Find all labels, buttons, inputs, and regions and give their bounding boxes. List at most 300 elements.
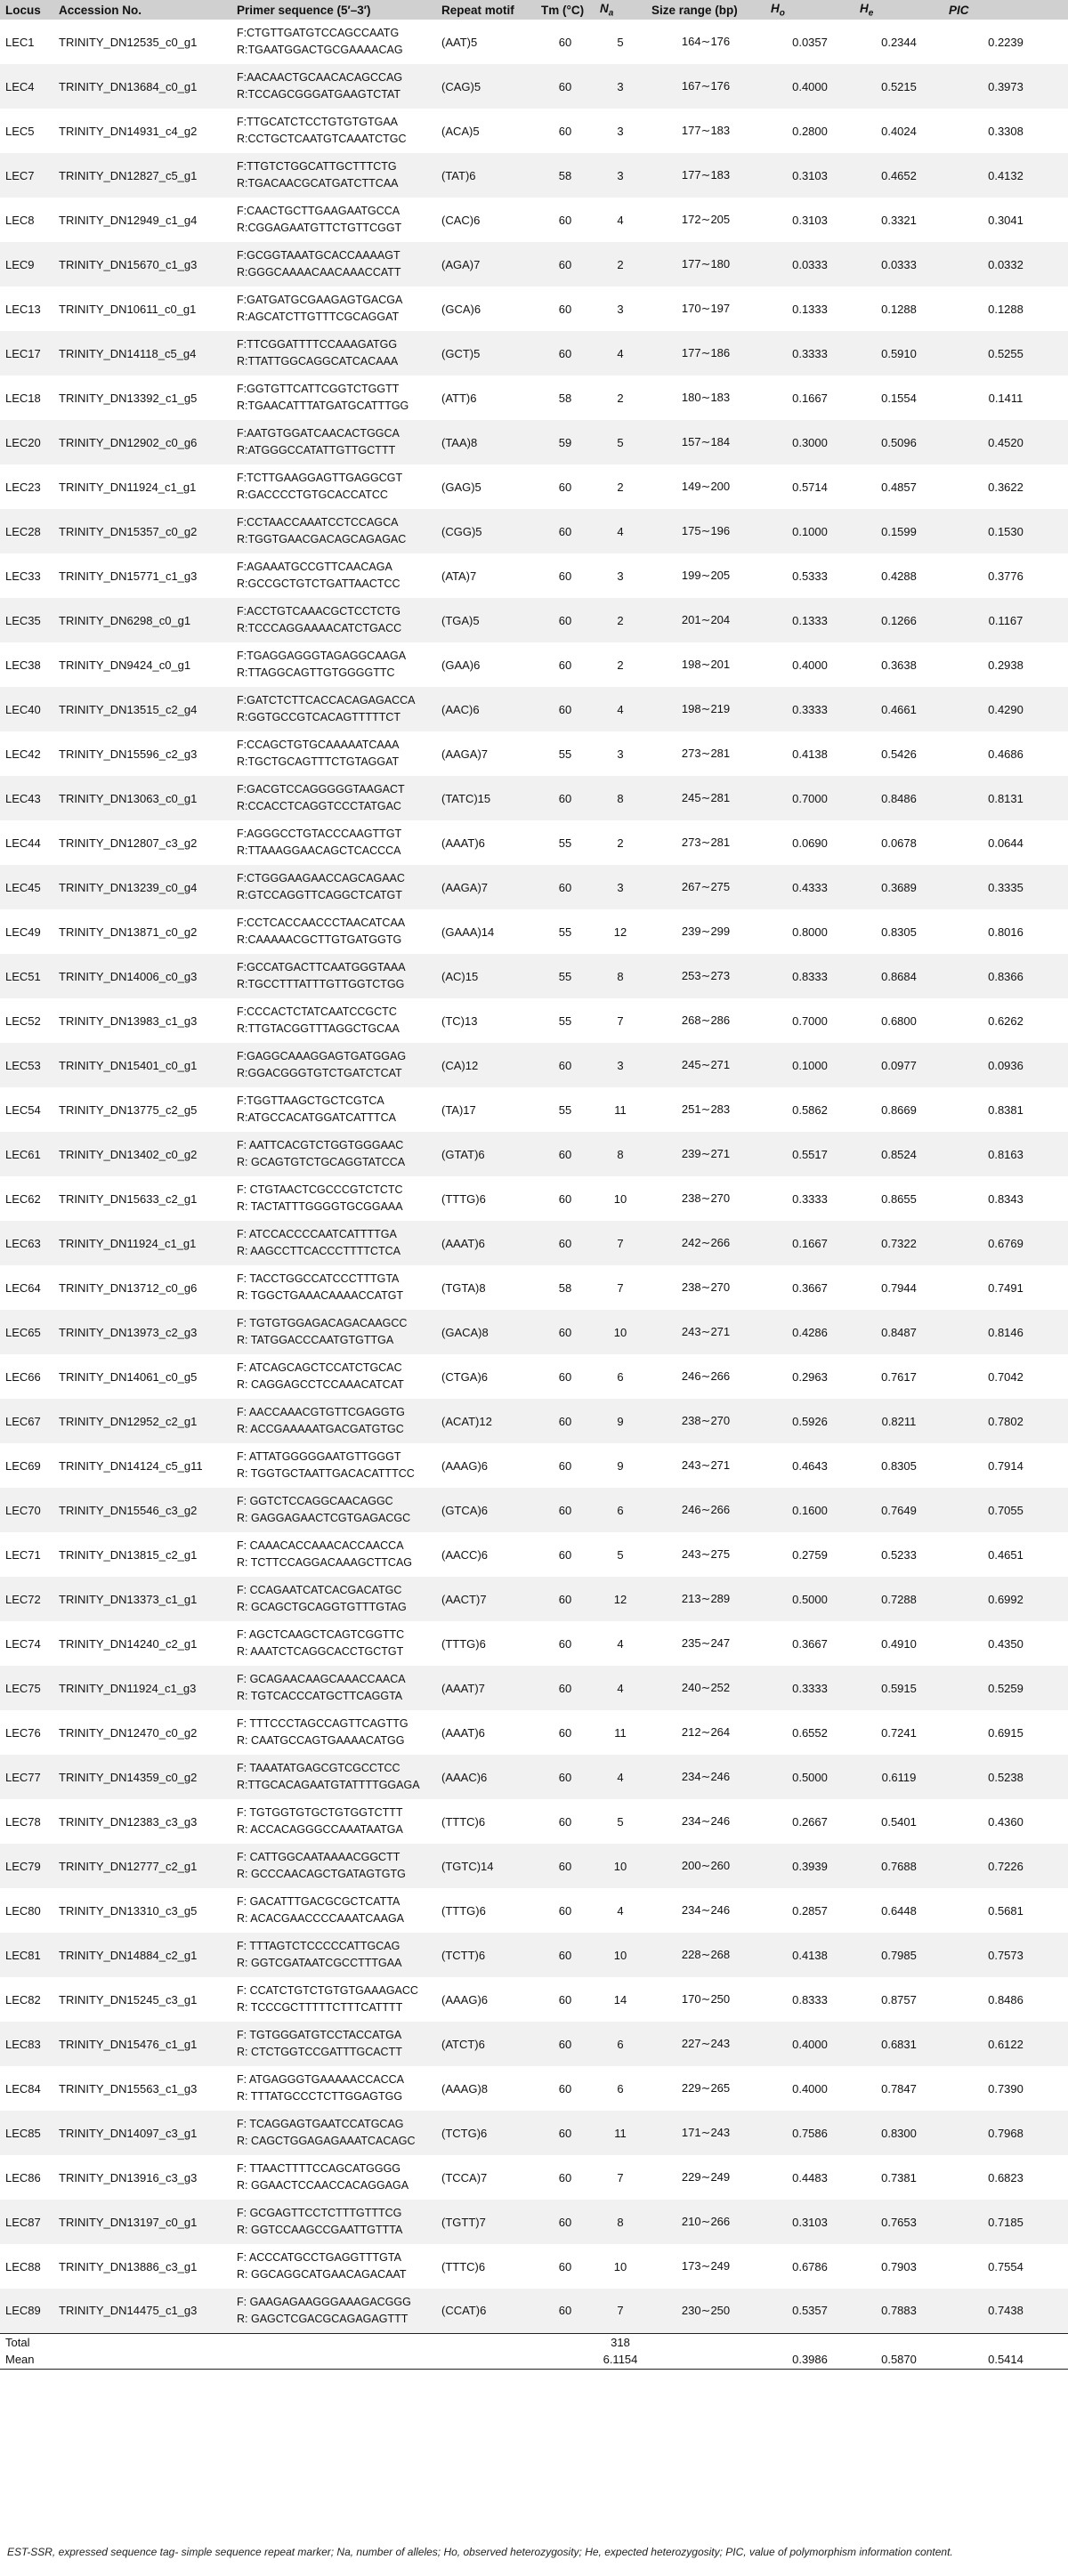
cell-tm: 58	[558, 1280, 572, 1295]
cell-ho: 0.8333	[792, 969, 828, 983]
reverse-primer: R: GGTCCAAGCCGAATTGTTTA	[237, 2224, 403, 2236]
total-empty-cell	[53, 2333, 231, 2351]
reverse-primer: R: GCAGCTGCAGGTGTTTGTAG	[237, 1601, 407, 1613]
cell-ho: 0.1667	[792, 1236, 828, 1250]
header-he	[854, 0, 943, 20]
cell-accession: TRINITY_DN11924_c1_g3	[59, 1681, 197, 1695]
cell-accession: TRINITY_DN13684_c0_g1	[59, 79, 198, 93]
cell-tm: 60	[558, 1903, 572, 1918]
cell-accession: TRINITY_DN12535_c0_g1	[59, 35, 198, 49]
reverse-primer: R: AAGCCTTCACCCTTTTCTCA	[237, 1245, 401, 1257]
cell-tm: 60	[558, 791, 572, 805]
cell-primer	[231, 642, 436, 687]
cell-tm: 60	[558, 524, 572, 538]
cell-pic: 0.7185	[988, 2215, 1024, 2229]
cell-motif: (CTGA)6	[441, 1369, 488, 1384]
cell-size: 238∼270	[681, 1191, 731, 1205]
cell-pic: 0.7968	[988, 2126, 1024, 2140]
cell-na: 2	[617, 836, 624, 850]
cell-motif: (AAAG)8	[441, 2081, 489, 2096]
cell-tm: 55	[558, 969, 572, 983]
cell-na: 4	[617, 1903, 624, 1918]
cell-na: 2	[617, 480, 624, 494]
cell-tm: 55	[558, 1013, 572, 1028]
table-row	[0, 1666, 1068, 1710]
cell-locus: LEC81	[5, 1948, 41, 1962]
cell-locus: LEC78	[5, 1814, 41, 1829]
cell-he: 0.0678	[881, 836, 917, 850]
cell-ho: 0.1333	[792, 302, 828, 316]
cell-tm: 60	[558, 1058, 572, 1072]
cell-pic: 0.7802	[988, 1414, 1024, 1428]
cell-accession: TRINITY_DN12949_c1_g4	[59, 213, 198, 227]
table-row	[0, 1399, 1068, 1443]
cell-locus: LEC77	[5, 1770, 41, 1784]
cell-motif: (CA)12	[441, 1058, 479, 1072]
table-row	[0, 909, 1068, 954]
cell-locus: LEC79	[5, 1859, 41, 1873]
table-row	[0, 2155, 1068, 2200]
cell-motif: (TGTT)7	[441, 2215, 486, 2229]
cell-size: 267∼275	[681, 880, 731, 893]
table-row	[0, 1532, 1068, 1577]
cell-primer	[231, 420, 436, 464]
cell-primer	[231, 1977, 436, 2022]
cell-na: 7	[617, 2304, 624, 2318]
cell-primer	[231, 464, 436, 509]
table-row	[0, 954, 1068, 998]
cell-he: 0.8487	[881, 1325, 917, 1339]
cell-ho: 0.4000	[792, 2081, 828, 2096]
cell-motif: (AACC)6	[441, 1547, 489, 1562]
cell-na: 3	[617, 1058, 624, 1072]
cell-locus: LEC35	[5, 613, 41, 627]
cell-pic: 0.8131	[988, 791, 1024, 805]
cell-accession: TRINITY_DN13373_c1_g1	[59, 1592, 198, 1606]
cell-locus: LEC61	[5, 1147, 41, 1161]
cell-size: 180∼183	[681, 391, 731, 404]
cell-na: 3	[617, 79, 624, 93]
forward-primer: F: TGTGGTGTGCTGTGGTCTTT	[237, 1806, 403, 1819]
reverse-primer: R:TTAAAGGAACAGCTCACCCA	[237, 844, 401, 857]
table-row	[0, 1577, 1068, 1621]
reverse-primer: R: CAGGAGCCTCCAAACATCAT	[237, 1378, 404, 1391]
cell-size: 243∼271	[681, 1458, 731, 1472]
cell-primer	[231, 2155, 436, 2200]
reverse-primer: R: TGGTGCTAATTGACACATTTCC	[237, 1467, 415, 1480]
reverse-primer: R: GAGGAGAACTCGTGAGACGC	[237, 1512, 411, 1524]
cell-accession: TRINITY_DN11924_c1_g1	[59, 480, 197, 494]
cell-he: 0.3689	[881, 880, 917, 894]
cell-he: 0.4652	[881, 168, 917, 182]
cell-size: 230∼250	[681, 2303, 731, 2317]
forward-primer: F:AACAACTGCAACACAGCCAG	[237, 71, 403, 84]
cell-accession: TRINITY_DN12777_c2_g1	[59, 1859, 198, 1873]
cell-motif: (AAAT)6	[441, 1725, 485, 1740]
cell-ho: 0.8000	[792, 925, 828, 939]
forward-primer: F: CAAACACCAAACACCAACCA	[237, 1539, 404, 1552]
cell-size: 238∼270	[681, 1280, 731, 1294]
cell-tm: 60	[558, 1770, 572, 1784]
forward-primer: F: AGCTCAAGCTCAGTCGGTTC	[237, 1628, 405, 1641]
cell-tm: 60	[558, 658, 572, 672]
cell-primer	[231, 776, 436, 820]
table-row	[0, 2111, 1068, 2155]
cell-size: 234∼246	[681, 1770, 731, 1783]
cell-na: 6	[617, 2081, 624, 2096]
cell-tm: 55	[558, 747, 572, 761]
table-row	[0, 1621, 1068, 1666]
cell-primer	[231, 1888, 436, 1933]
forward-primer: F:AATGTGGATCAACACTGGCA	[237, 427, 400, 440]
cell-na: 11	[614, 1725, 627, 1740]
table-row	[0, 64, 1068, 109]
cell-he: 0.8305	[881, 925, 917, 939]
cell-size: 243∼275	[681, 1547, 731, 1561]
cell-he: 0.7381	[881, 2170, 917, 2184]
table-row	[0, 598, 1068, 642]
cell-ho: 0.7000	[792, 1013, 828, 1028]
cell-size: 157∼184	[681, 435, 731, 448]
cell-primer	[231, 1532, 436, 1577]
header-ho	[765, 0, 854, 20]
table-row	[0, 1888, 1068, 1933]
reverse-primer: R:GGGCAAAACAACAAACCATT	[237, 266, 401, 279]
reverse-primer: R: GGCAGGCATGAACAGACAAT	[237, 2268, 407, 2281]
table-row	[0, 20, 1068, 64]
cell-he: 0.2344	[881, 35, 917, 49]
reverse-primer: R:TGAACATTTATGATGCATTTGG	[237, 400, 409, 412]
cell-na: 7	[617, 1280, 624, 1295]
cell-locus: LEC44	[5, 836, 41, 850]
forward-primer: F: ATCCACCCCAATCATTTTGA	[237, 1228, 397, 1240]
cell-tm: 55	[558, 925, 572, 939]
cell-locus: LEC49	[5, 925, 41, 939]
cell-pic: 0.7042	[988, 1369, 1024, 1384]
reverse-primer: R: CAATGCCAGTGAAAACATGG	[237, 1734, 405, 1747]
cell-primer	[231, 1265, 436, 1310]
cell-primer	[231, 1132, 436, 1176]
cell-size: 227∼243	[681, 2037, 731, 2050]
table-row	[0, 2066, 1068, 2111]
forward-primer: F:CTGTTGATGTCCAGCCAATG	[237, 27, 400, 39]
cell-tm: 60	[558, 1681, 572, 1695]
cell-tm: 60	[558, 1458, 572, 1473]
cell-primer	[231, 1087, 436, 1132]
cell-locus: LEC5	[5, 124, 35, 138]
cell-ho: 0.5926	[792, 1414, 828, 1428]
header-motif: Repeat motif	[441, 3, 514, 17]
cell-na: 4	[617, 1770, 624, 1784]
reverse-primer: R:GTCCAGGTTCAGGCTCATGT	[237, 889, 402, 901]
cell-motif: (AAGA)7	[441, 747, 489, 761]
cell-na: 8	[617, 2215, 624, 2229]
cell-he: 0.1599	[881, 524, 917, 538]
forward-primer: F:CCTCACCAACCCTAACATCAA	[237, 917, 406, 929]
cell-locus: LEC84	[5, 2081, 41, 2096]
cell-primer	[231, 553, 436, 598]
forward-primer: F: CCATCTGTCTGTGTGAAAGACC	[237, 1984, 418, 1997]
forward-primer: F: GCGAGTTCCTCTTTGTTTCG	[237, 2207, 402, 2219]
cell-ho: 0.3333	[792, 346, 828, 360]
cell-pic: 0.4651	[988, 1547, 1024, 1562]
reverse-primer: R:GCCGCTGTCTGATTAACTCC	[237, 577, 400, 590]
cell-size: 273∼281	[681, 747, 731, 760]
cell-ho: 0.1600	[792, 1503, 828, 1517]
cell-primer	[231, 598, 436, 642]
cell-pic: 0.8381	[988, 1102, 1024, 1117]
table-row	[0, 153, 1068, 198]
table-row	[0, 1087, 1068, 1132]
cell-accession: TRINITY_DN13515_c2_g4	[59, 702, 198, 716]
cell-ho: 0.5714	[792, 480, 828, 494]
cell-tm: 60	[558, 35, 572, 49]
reverse-primer: R:TGCCTTTATTTGTTGGTCTGG	[237, 978, 405, 990]
cell-pic: 0.3776	[988, 569, 1024, 583]
cell-motif: (TAA)8	[441, 435, 478, 449]
cell-accession: TRINITY_DN12807_c3_g2	[59, 836, 198, 850]
cell-pic: 0.1167	[988, 613, 1024, 627]
forward-primer: F: GACATTTGACGCGCTCATTA	[237, 1895, 400, 1908]
cell-tm: 60	[558, 1992, 572, 2007]
cell-ho: 0.5000	[792, 1592, 828, 1606]
cell-pic: 0.8016	[988, 925, 1024, 939]
cell-na: 14	[613, 1992, 627, 2007]
cell-primer	[231, 1844, 436, 1888]
reverse-primer: R: GAGCTCGACGCAGAGAGTTT	[237, 2312, 409, 2325]
cell-pic: 0.0644	[988, 836, 1024, 850]
cell-primer	[231, 20, 436, 64]
forward-primer: F: ATCAGCAGCTCCATCTGCAC	[237, 1361, 402, 1374]
cell-locus: LEC67	[5, 1414, 41, 1428]
table-footnote: EST-SSR, expressed sequence tag- simple sequence repeat marker; Na, number of alleles; Ho, observed heterozygosity; He, expected heterozygosity; PIC, value of polymorphism information content.	[7, 2546, 953, 2558]
reverse-primer: R: ACCACAGGGCCAAATAATGA	[237, 1823, 403, 1836]
total-row	[0, 2333, 1068, 2351]
cell-pic: 0.1411	[988, 391, 1024, 405]
reverse-primer: R:TGCTGCAGTTTCTGTAGGAT	[237, 755, 400, 768]
cell-locus: LEC28	[5, 524, 41, 538]
cell-locus: LEC53	[5, 1058, 41, 1072]
cell-motif: (TTTC)6	[441, 1814, 486, 1829]
total-na: 318	[611, 2335, 630, 2349]
cell-tm: 60	[558, 2170, 572, 2184]
cell-motif: (CAG)5	[441, 79, 481, 93]
cell-size: 200∼260	[681, 1859, 731, 1872]
cell-pic: 0.4132	[988, 168, 1024, 182]
table-row	[0, 687, 1068, 731]
forward-primer: F:TGAGGAGGGTAGAGGCAAGA	[237, 650, 407, 662]
cell-size: 251∼283	[681, 1102, 731, 1116]
cell-primer	[231, 2244, 436, 2289]
reverse-primer: R:ATGGGCCATATTGTTGCTTT	[237, 444, 396, 456]
cell-ho: 0.4286	[792, 1325, 828, 1339]
cell-tm: 60	[558, 79, 572, 93]
cell-pic: 0.7491	[988, 1280, 1024, 1295]
reverse-primer: R: TCTTCCAGGACAAAGCTTCAG	[237, 1556, 413, 1569]
cell-na: 10	[613, 1859, 627, 1873]
cell-accession: TRINITY_DN14124_c5_g11	[59, 1458, 203, 1473]
cell-motif: (AAAT)6	[441, 1236, 485, 1250]
cell-primer	[231, 2289, 436, 2333]
forward-primer: F: GCAGAACAAGCAAACCAACA	[237, 1673, 406, 1685]
cell-locus: LEC75	[5, 1681, 41, 1695]
header-ho-main: H	[771, 1, 780, 15]
total-empty-cell	[436, 2333, 536, 2351]
cell-pic: 0.7226	[988, 1859, 1024, 1873]
cell-pic: 0.7055	[988, 1503, 1024, 1517]
cell-tm: 55	[558, 1102, 572, 1117]
cell-accession: TRINITY_DN12383_c3_g3	[59, 1814, 198, 1829]
cell-primer	[231, 2066, 436, 2111]
forward-primer: F:GATGATGCGAAGAGTGACGA	[237, 294, 403, 306]
reverse-primer: R:GACCCCTGTGCACCATCC	[237, 489, 388, 501]
cell-ho: 0.3667	[792, 1636, 828, 1651]
cell-ho: 0.2800	[792, 124, 828, 138]
reverse-primer: R:TTATTGGCAGGCATCACAAA	[237, 355, 399, 367]
cell-ho: 0.1333	[792, 613, 828, 627]
forward-primer: F: CATTGGCAATAAAACGGCTT	[237, 1851, 400, 1863]
cell-primer	[231, 1443, 436, 1488]
cell-locus: LEC76	[5, 1725, 41, 1740]
reverse-primer: R: ACCGAAAAATGACGATGTGC	[237, 1423, 404, 1435]
cell-na: 10	[613, 1948, 627, 1962]
cell-accession: TRINITY_DN13310_c3_g5	[59, 1903, 198, 1918]
cell-size: 171∼243	[681, 2126, 731, 2139]
cell-na: 4	[617, 213, 624, 227]
header-primer: Primer sequence (5′–3′)	[237, 3, 371, 17]
mean-he: 0.5870	[881, 2353, 917, 2367]
cell-na: 3	[617, 124, 624, 138]
table-row	[0, 1799, 1068, 1844]
cell-primer	[231, 1710, 436, 1755]
cell-primer	[231, 1176, 436, 1221]
cell-pic: 0.4520	[988, 435, 1024, 449]
cell-locus: LEC8	[5, 213, 35, 227]
cell-na: 2	[617, 257, 624, 271]
cell-ho: 0.3000	[792, 435, 828, 449]
reverse-primer: R:CCTGCTCAATGTCAAATCTGC	[237, 133, 407, 145]
forward-primer: F:CCAGCTGTGCAAAAATCAAA	[237, 739, 400, 751]
cell-tm: 60	[558, 1948, 572, 1962]
table-row	[0, 553, 1068, 598]
cell-locus: LEC52	[5, 1013, 41, 1028]
cell-na: 7	[617, 1013, 624, 1028]
cell-motif: (GTAT)6	[441, 1147, 485, 1161]
forward-primer: F:TTCGGATTTTCCAAAGATGG	[237, 338, 398, 351]
cell-locus: LEC89	[5, 2304, 41, 2318]
cell-pic: 0.7914	[988, 1458, 1024, 1473]
cell-he: 0.4024	[881, 124, 917, 138]
cell-locus: LEC51	[5, 969, 41, 983]
cell-pic: 0.8146	[988, 1325, 1024, 1339]
cell-primer	[231, 1933, 436, 1977]
cell-accession: TRINITY_DN15596_c2_g3	[59, 747, 198, 761]
cell-he: 0.5426	[881, 747, 917, 761]
reverse-primer: R: AAATCTCAGGCACCTGCTGT	[237, 1645, 404, 1658]
cell-he: 0.8211	[881, 1414, 917, 1428]
cell-ho: 0.6786	[792, 2259, 828, 2273]
forward-primer: F:AGGGCCTGTACCCAAGTTGT	[237, 828, 402, 840]
cell-na: 8	[617, 1147, 624, 1161]
cell-he: 0.6448	[881, 1903, 917, 1918]
cell-pic: 0.0332	[988, 257, 1024, 271]
reverse-primer: R:ATGCCACATGGATCATTTCA	[237, 1111, 396, 1124]
cell-he: 0.7653	[881, 2215, 917, 2229]
cell-accession: TRINITY_DN12470_c0_g2	[59, 1725, 198, 1740]
cell-accession: TRINITY_DN14884_c2_g1	[59, 1948, 198, 1962]
cell-pic: 0.3041	[988, 213, 1024, 227]
forward-primer: F: AATTCACGTCTGGTGGGAAC	[237, 1139, 404, 1151]
cell-size: 235∼247	[681, 1636, 731, 1650]
cell-he: 0.0333	[881, 257, 917, 271]
cell-primer	[231, 954, 436, 998]
cell-size: 245∼281	[681, 791, 731, 804]
cell-locus: LEC63	[5, 1236, 41, 1250]
cell-primer	[231, 909, 436, 954]
cell-accession: TRINITY_DN15546_c3_g2	[59, 1503, 198, 1517]
forward-primer: F: TAAATATGAGCGTCGCCTCC	[237, 1762, 400, 1774]
cell-tm: 60	[558, 2304, 572, 2318]
cell-pic: 0.8163	[988, 1147, 1024, 1161]
table-row	[0, 375, 1068, 420]
cell-tm: 60	[558, 1725, 572, 1740]
total-label: Total	[5, 2335, 30, 2349]
reverse-primer: R: TATGGACCCAATGTGTTGA	[237, 1334, 394, 1346]
cell-locus: LEC13	[5, 302, 41, 316]
cell-accession: TRINITY_DN12902_c0_g6	[59, 435, 198, 449]
mean-empty-cell	[436, 2351, 536, 2369]
cell-pic: 0.7390	[988, 2081, 1024, 2096]
table-row	[0, 420, 1068, 464]
cell-accession: TRINITY_DN13973_c2_g3	[59, 1325, 198, 1339]
cell-pic: 0.2938	[988, 658, 1024, 672]
cell-locus: LEC54	[5, 1102, 41, 1117]
cell-he: 0.8486	[881, 791, 917, 805]
cell-na: 11	[614, 2126, 627, 2140]
cell-ho: 0.8333	[792, 1992, 828, 2007]
cell-na: 11	[614, 1102, 627, 1117]
cell-locus: LEC72	[5, 1592, 41, 1606]
forward-primer: F: TTAACTTTTCCAGCATGGGG	[237, 2162, 401, 2175]
cell-primer	[231, 287, 436, 331]
cell-size: 173∼249	[681, 2259, 731, 2273]
cell-ho: 0.5517	[792, 1147, 828, 1161]
total-empty-cell	[854, 2333, 943, 2351]
reverse-primer: R:TCCAGCGGGATGAAGTCTAT	[237, 88, 401, 101]
cell-size: 229∼265	[681, 2081, 731, 2095]
cell-size: 149∼200	[681, 480, 731, 493]
total-empty-cell	[231, 2333, 436, 2351]
forward-primer: F:GACGTCCAGGGGGTAAGACT	[237, 783, 405, 795]
cell-accession: TRINITY_DN11924_c1_g1	[59, 1236, 197, 1250]
cell-ho: 0.3667	[792, 1280, 828, 1295]
cell-he: 0.7847	[881, 2081, 917, 2096]
forward-primer: F:GCCATGACTTCAATGGGTAAA	[237, 961, 406, 973]
cell-pic: 0.2239	[988, 35, 1024, 49]
cell-motif: (GTCA)6	[441, 1503, 488, 1517]
cell-pic: 0.3622	[988, 480, 1024, 494]
cell-na: 5	[617, 35, 624, 49]
cell-tm: 60	[558, 1191, 572, 1206]
cell-locus: LEC82	[5, 1992, 41, 2007]
cell-tm: 60	[558, 2037, 572, 2051]
cell-locus: LEC66	[5, 1369, 41, 1384]
mean-pic: 0.5414	[988, 2353, 1024, 2367]
cell-motif: (TA)17	[441, 1102, 476, 1117]
cell-motif: (TTTG)6	[441, 1636, 486, 1651]
cell-tm: 60	[558, 1147, 572, 1161]
cell-tm: 60	[558, 2081, 572, 2096]
